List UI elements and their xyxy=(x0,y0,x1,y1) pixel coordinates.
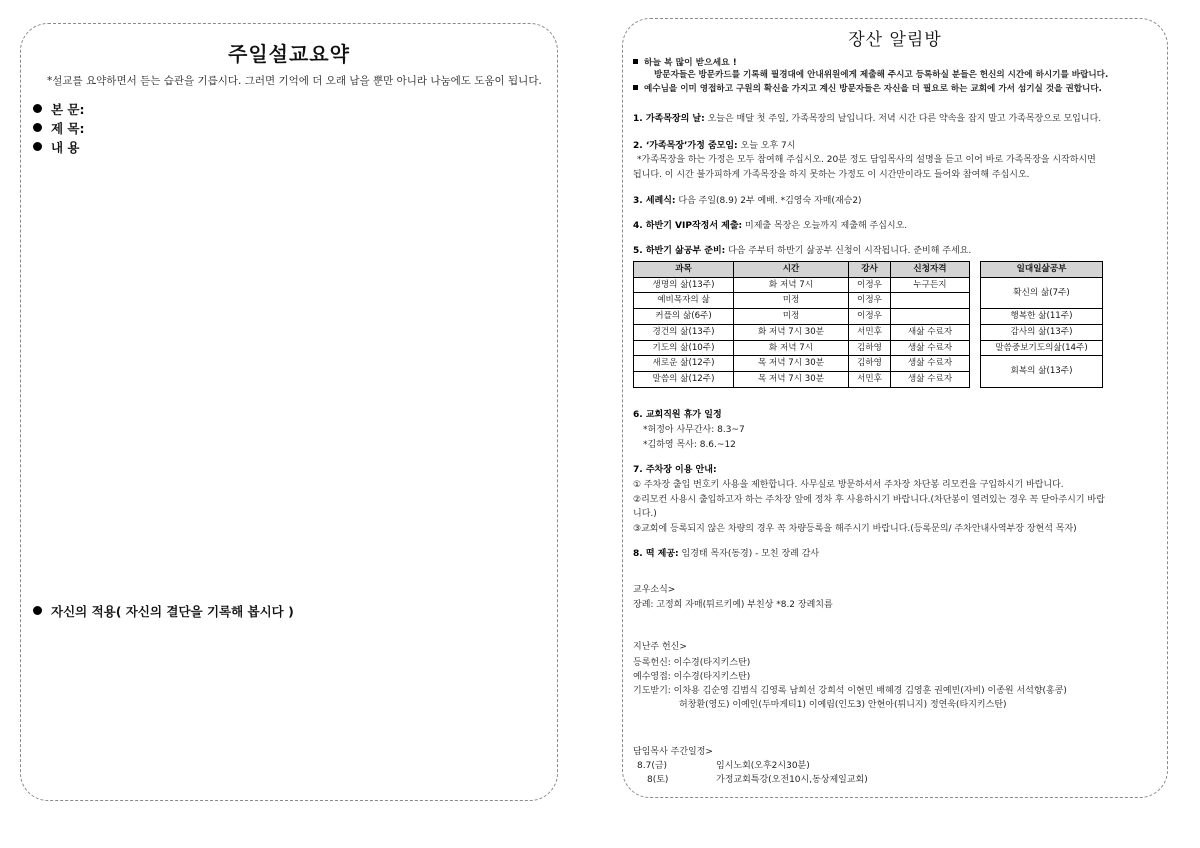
notice-1: 1. 가족목장의 날: 오늘은 매달 첫 주일, 가족목장의 날입니다. 저녁 시간 다른 약속을 잡지 말고 가족목장으로 모입니다. xyxy=(633,114,1102,124)
devotion-acceptance: 예수영접: 이수경(타지키스탄) xyxy=(633,672,751,682)
header-time: 시간 xyxy=(734,262,849,278)
header-one-to-one: 일대일삶공부 xyxy=(981,262,1103,278)
item-application: 자신의 적용( 자신의 결단을 기록해 봅시다 ) xyxy=(33,602,294,620)
bullet-icon xyxy=(33,142,42,151)
table-header-row xyxy=(634,262,1103,278)
side-cell: 말씀중보기도의삶(14주) xyxy=(981,340,1103,356)
table-row: 커플의 삶(6주) 미정 이정우 행복한 삶(11주) xyxy=(634,309,1103,325)
table-row: 생명의 삶(13주) 화 저녁 7시 이정우 누구든지 확신의 삶(7주) xyxy=(634,277,1103,293)
notice-7-line-1: ① 주차장 출입 번호키 사용을 제한합니다. 사무실로 방문하셔서 주차장 차단봉 리모컨을 구입하시기 바랍니다. xyxy=(633,480,1064,490)
side-cell: 감사의 삶(13주) xyxy=(981,324,1103,340)
square-bullet-icon xyxy=(633,85,638,90)
welcome-line-3: 예수님을 이미 영접하고 구원의 확신을 가지고 계신 방문자들은 자신을 더 필요로 하는 교회에 가서 섬기실 것을 권합니다. xyxy=(633,82,1102,94)
announcements-title: 장산 알림방 xyxy=(848,30,942,50)
table-row: 경건의 삶(13주) 화 저녁 7시 30분 서민후 새삶 수료자 감사의 삶(13주) xyxy=(634,324,1103,340)
bullet-icon xyxy=(33,123,42,132)
side-cell: 회복의 삶(13주) xyxy=(981,356,1103,387)
notice-6-line-1: *허정아 사무간사: 8.3~7 xyxy=(643,425,745,435)
notice-4: 4. 하반기 VIP작정서 제출: 미제출 목장은 오늘까지 제출해 주십시오. xyxy=(633,221,908,231)
schedule-heading: 담임목사 주간일정> xyxy=(633,747,713,757)
table-row: 예비목자의 삶 미정 이정우 xyxy=(634,293,1103,309)
news-heading: 교우소식> xyxy=(633,585,676,595)
notice-8: 8. 떡 제공: 임경태 목자(동경) - 모친 장례 감사 xyxy=(633,549,820,559)
table-row: 말씀의 삶(12주) 목 저녁 7시 30분 서민후 생삶 수료자 xyxy=(634,371,1103,387)
news-text: 장례: 고정희 자매(튀르키예) 부친상 *8.2 장례치름 xyxy=(633,600,833,610)
square-bullet-icon xyxy=(633,59,638,64)
notice-5: 5. 하반기 삶공부 준비: 다음 주부터 하반기 삶공부 신청이 시작됩니다. 준비해 주세요. xyxy=(633,246,972,256)
header-teacher: 강사 xyxy=(849,262,891,278)
side-cell: 확신의 삶(7주) xyxy=(981,277,1103,308)
notice-7: 7. 주차장 이용 안내: xyxy=(633,465,717,475)
study-schedule-table xyxy=(633,261,1103,388)
sermon-summary-panel xyxy=(20,23,558,801)
notice-7-line-2: ②리모컨 사용시 출입하고자 하는 주차장 앞에 정차 후 사용하시기 바랍니다.(차단봉이 열려있는 경우 꼭 닫아주시기 바랍 xyxy=(633,495,1105,505)
devotion-registration: 등록헌신: 이수경(타지키스탄) xyxy=(633,658,751,668)
notice-2: 2. ‘가족목장’가정 줌모임: 오늘 오후 7시 xyxy=(633,141,796,151)
notice-7-line-3: 니다.) xyxy=(633,509,657,519)
item-title: 제 목: xyxy=(33,119,85,137)
schedule-date-1: 8.7(금) xyxy=(637,761,668,771)
notice-6: 6. 교회직원 휴가 일정 xyxy=(633,410,722,420)
notice-2-detail-2: 됩니다. 이 시간 불가피하게 가족목장을 하지 못하는 가정도 이 시간만이라도 들어와 참여해 주십시오. xyxy=(633,170,1030,180)
sermon-summary-title: 주일설교요약 xyxy=(228,42,350,66)
table-row: 새로운 삶(12주) 목 저녁 7시 30분 김하영 생삶 수료자 회복의 삶(13주) xyxy=(634,356,1103,372)
notice-3: 3. 세례식: 다음 주일(8.9) 2부 예배. *김영숙 자매(재승2) xyxy=(633,196,862,206)
devotion-heading: 지난주 헌신> xyxy=(633,642,687,652)
welcome-line-1: 하늘 복 많이 받으세요 ! xyxy=(633,55,737,68)
announcements-panel xyxy=(622,18,1168,798)
bullet-icon xyxy=(33,606,42,615)
side-cell: 행복한 삶(11주) xyxy=(981,309,1103,325)
welcome-line-2: 방문자들은 방문카드를 기록해 필경대에 안내위원에게 제출해 주시고 등록하실 분들은 헌신의 시간에 하시기를 바랍니다. xyxy=(654,70,1109,80)
schedule-event-1: 임시노회(오후2시30분) xyxy=(716,761,810,771)
item-scripture: 본 문: xyxy=(33,100,85,118)
bullet-icon xyxy=(33,104,42,113)
schedule-event-2: 가정교회특강(오전10시,동상제일교회) xyxy=(716,775,868,785)
devotion-prayer-1: 기도받기: 이차용 김순영 김범식 김영록 남희선 강희석 이현민 배혜경 김영훈 권예빈(자비) 이종원 서석향(홍콩) xyxy=(633,686,1067,696)
sermon-summary-note: *설교를 요약하면서 듣는 습관을 기릅시다. 그러면 기억에 더 오래 남을 뿐만 아니라 나눔에도 도움이 됩니다. xyxy=(47,75,542,87)
header-course: 과목 xyxy=(634,262,734,278)
notice-2-detail-1: *가족목장을 하는 가정은 모두 참여해 주십시오. 20분 정도 담임목사의 설명을 듣고 이어 바로 가족목장을 시작하시면 xyxy=(637,155,1096,165)
schedule-date-2: 8(토) xyxy=(647,775,669,785)
notice-6-line-2: *김하영 목사: 8.6.~12 xyxy=(643,440,736,450)
devotion-prayer-2: 허창환(영도) 이예인(두마게티1) 이예림(인도3) 안현아(튀니지) 정연욱(타지키스탄) xyxy=(679,700,1007,710)
table-row: 기도의 삶(10주) 화 저녁 7시 김하영 생삶 수료자 말씀중보기도의삶(14주) xyxy=(634,340,1103,356)
header-eligibility: 신청자격 xyxy=(891,262,970,278)
item-content: 내 용 xyxy=(33,138,80,156)
notice-7-line-4: ③교회에 등록되지 않은 차량의 경우 꼭 차량등록을 해주시기 바랍니다.(등록문의/ 주차안내사역부장 장현석 목자) xyxy=(633,524,1077,534)
